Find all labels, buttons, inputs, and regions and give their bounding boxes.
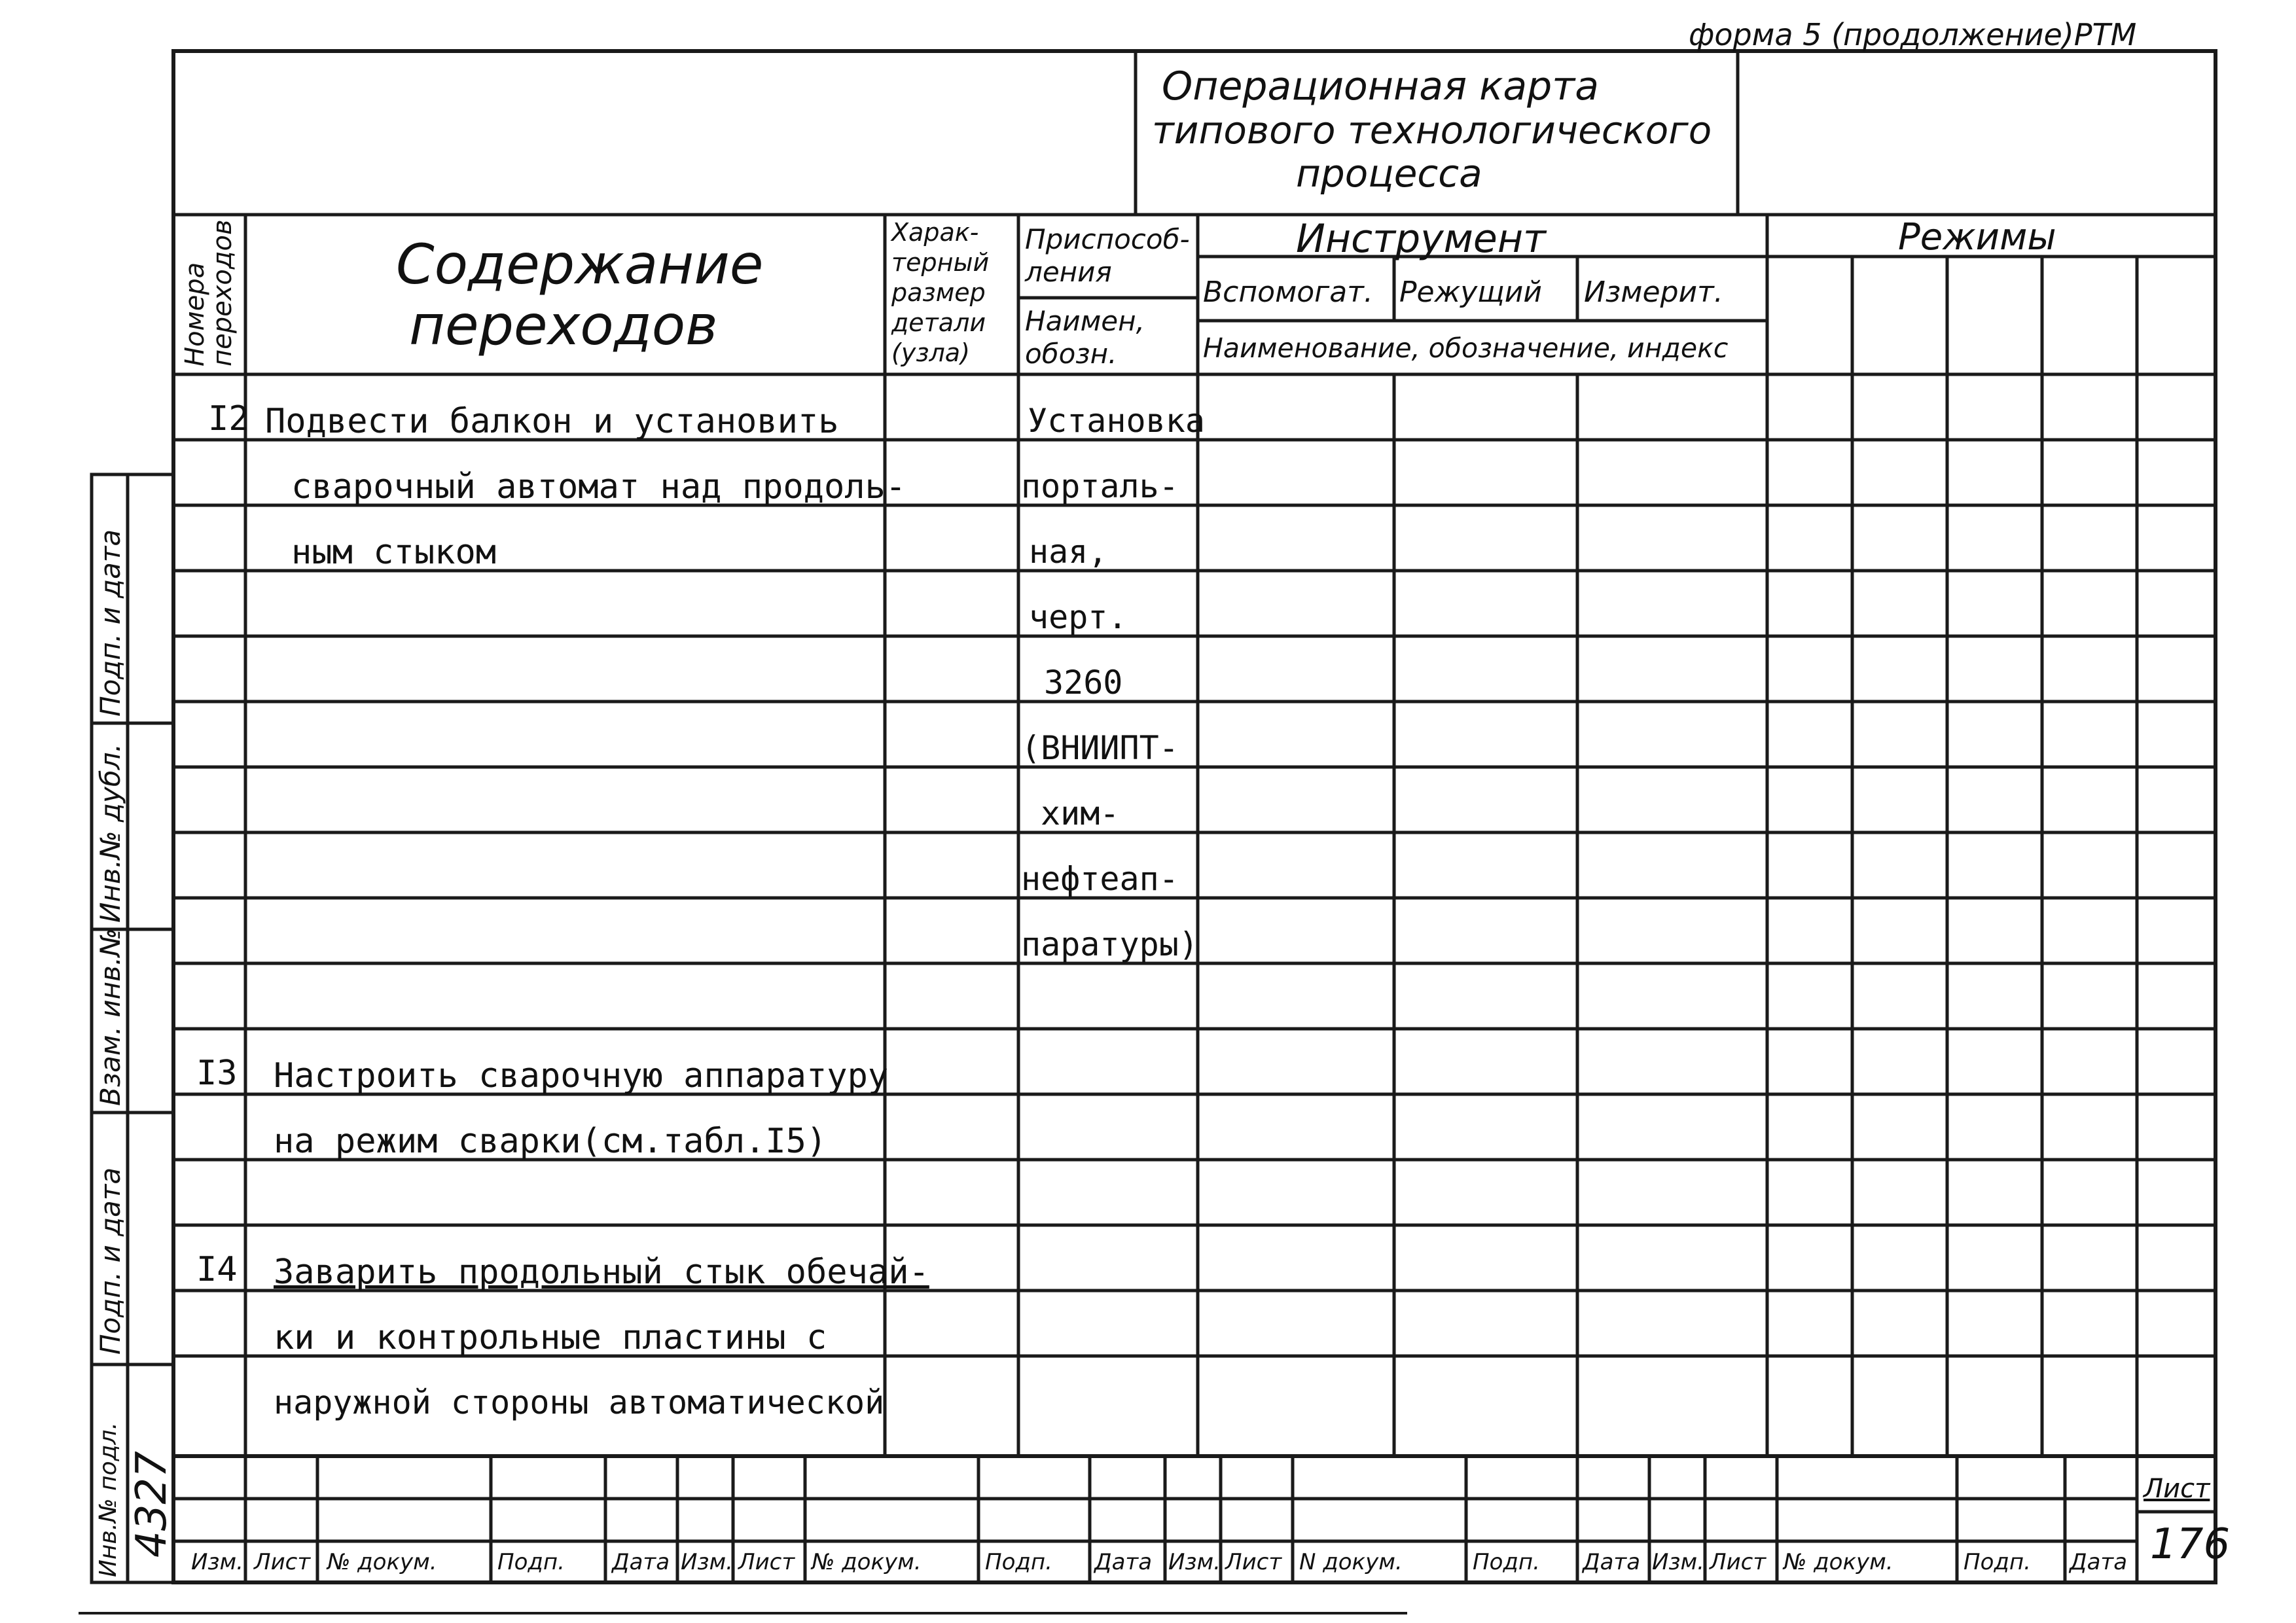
row-number: I3 bbox=[196, 1054, 238, 1093]
stamp-label: Подп. bbox=[985, 1549, 1052, 1575]
header-content-line-2: переходов bbox=[409, 293, 718, 357]
sheet-number: 176 bbox=[2150, 1520, 2231, 1569]
header-modes: Режимы bbox=[1898, 216, 2056, 259]
stamp-label: Подп. bbox=[497, 1549, 565, 1575]
header-char-size-1: Харак- bbox=[891, 218, 979, 247]
stamp-label: N докум. bbox=[1299, 1549, 1403, 1575]
card-title-line-3: процесса bbox=[1296, 151, 1482, 196]
header-fixtures-1: Приспособ- bbox=[1025, 223, 1190, 255]
header-fixtures-sub-1: Наимен, bbox=[1025, 305, 1145, 337]
header-num-line-2: переходов bbox=[207, 219, 238, 366]
header-fixtures-sub-2: обозн. bbox=[1025, 338, 1117, 370]
stamp-label: Изм. bbox=[681, 1549, 733, 1575]
row-fixture: порталь- bbox=[1021, 467, 1179, 505]
row-number: I4 bbox=[196, 1250, 238, 1289]
header-char-size-2: терный bbox=[891, 248, 990, 277]
header-char-size-5: (узла) bbox=[891, 338, 970, 367]
row-content: ным стыком bbox=[291, 533, 497, 572]
stamp-label: № докум. bbox=[812, 1549, 922, 1575]
stamp-label: Дата bbox=[1094, 1549, 1153, 1575]
stamp-label: Лист bbox=[1225, 1549, 1282, 1575]
stamp-label: Лист bbox=[738, 1549, 795, 1575]
row-content: наружной стороны автоматической bbox=[274, 1383, 885, 1421]
row-fixture: хим- bbox=[1041, 794, 1120, 832]
stamp-label: Подп. bbox=[1964, 1549, 2031, 1575]
row-content: сварочный автомат над продоль- bbox=[291, 467, 906, 507]
side-stamp-label: Инв.№ дубл. bbox=[94, 743, 126, 923]
stamp-label: Изм. bbox=[1652, 1549, 1704, 1575]
sheet-label: Лист bbox=[2144, 1474, 2210, 1504]
stamp-label: № докум. bbox=[1784, 1549, 1893, 1575]
row-fixture: черт. bbox=[1029, 598, 1128, 636]
stamp-label: Лист bbox=[1710, 1549, 1767, 1575]
row-fixture: (ВНИИПТ- bbox=[1021, 729, 1179, 767]
row-fixture: нефтеап- bbox=[1021, 860, 1179, 898]
row-fixture: ная, bbox=[1029, 533, 1108, 571]
stamp-label: № докум. bbox=[327, 1549, 437, 1575]
row-fixture: паратуры) bbox=[1021, 925, 1198, 963]
card-title-line-2: типового технологического bbox=[1152, 108, 1712, 152]
header-tool-name: Наименование, обозначение, индекс bbox=[1203, 332, 1729, 364]
header-tool-meas: Измерит. bbox=[1584, 276, 1723, 309]
header-tool: Инструмент bbox=[1296, 216, 1547, 262]
side-stamp-label: Подп. и дата bbox=[94, 529, 126, 717]
header-fixtures-2: ления bbox=[1025, 256, 1112, 288]
header-char-size-4: детали bbox=[891, 308, 986, 337]
row-fixture: 3260 bbox=[1044, 664, 1123, 702]
header-content-line-1: Содержание bbox=[396, 232, 764, 296]
form-label: форма 5 (продолжение)РТМ bbox=[1689, 17, 2137, 52]
stamp-label: Дата bbox=[1583, 1549, 1641, 1575]
stamp-label: Подп. bbox=[1473, 1549, 1540, 1575]
inventory-number: 4327 bbox=[128, 1451, 176, 1558]
side-stamp-label: Подп. и дата bbox=[94, 1167, 126, 1355]
stamp-label: Изм. bbox=[1168, 1549, 1221, 1575]
row-number: I2 bbox=[208, 399, 249, 438]
stamp-label: Изм. bbox=[191, 1549, 243, 1575]
header-char-size-3: размер bbox=[891, 278, 986, 307]
row-content: Настроить сварочную аппаратуру bbox=[274, 1056, 889, 1096]
stamp-label: Дата bbox=[2070, 1549, 2128, 1575]
side-stamp-label: Взам. инв.№ bbox=[94, 928, 126, 1106]
row-fixture: Установка bbox=[1028, 402, 1205, 440]
header-tool-cut: Режущий bbox=[1399, 276, 1542, 309]
header-tool-aux: Вспомогат. bbox=[1203, 276, 1373, 309]
row-content: на режим сварки(см.табл.I5) bbox=[274, 1122, 827, 1161]
stamp-label: Лист bbox=[254, 1549, 311, 1575]
row-content: ки и контрольные пластины с bbox=[274, 1318, 827, 1357]
row-content: Заварить продольный стык обечай- bbox=[274, 1253, 929, 1292]
side-stamp-label: Инв.№ подл. bbox=[95, 1422, 122, 1577]
card-title-line-1: Операционная карта bbox=[1162, 63, 1599, 109]
stamp-label: Дата bbox=[612, 1549, 670, 1575]
row-content: Подвести балкон и установить bbox=[265, 402, 839, 441]
header-num-line-1: Номера bbox=[180, 262, 210, 366]
